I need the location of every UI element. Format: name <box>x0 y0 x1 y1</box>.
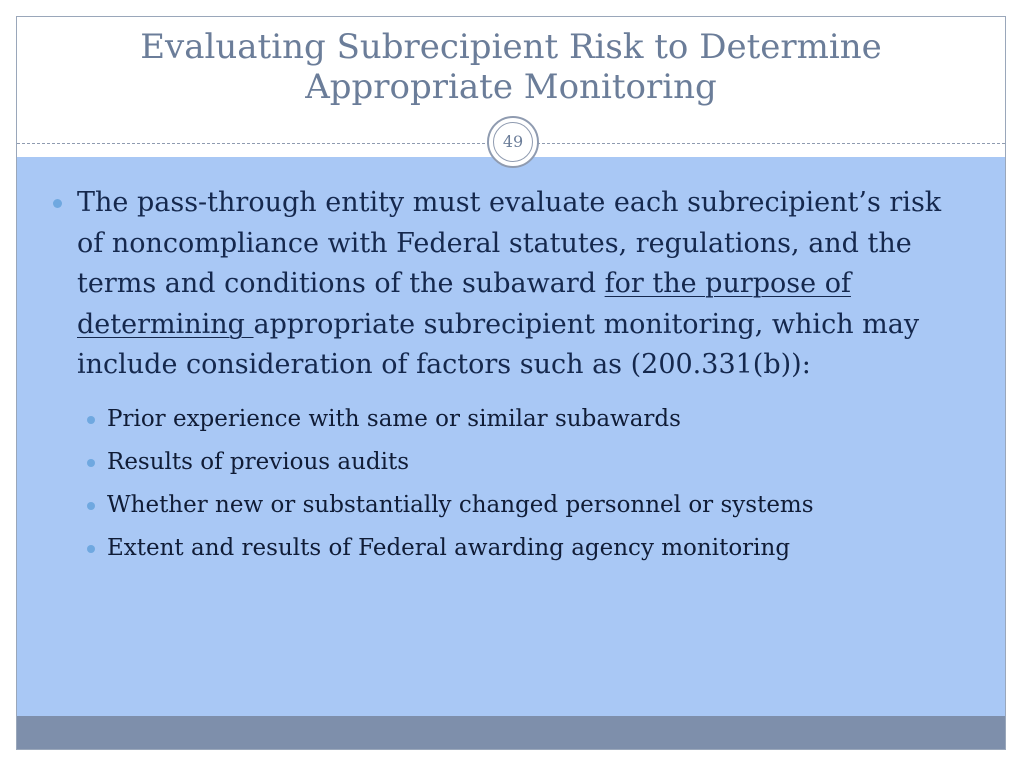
main-bullet-text-before: The pass-through entity must evaluate each subrecipient’s risk of noncompliance with Federal statutes, regulations, and the terms and conditions of the subaward <box>77 187 942 299</box>
sub-bullet: Whether new or substantially changed personnel or systems <box>53 484 965 527</box>
main-bullet-underlined-text: for the purpose of determining <box>77 268 851 340</box>
bullet-list <box>53 183 965 386</box>
sub-bullet: Prior experience with same or similar subawards <box>53 398 965 441</box>
page-number-badge <box>487 116 539 168</box>
footer-bar <box>17 716 1005 750</box>
content-area <box>17 157 1005 716</box>
main-bullet-text-after: appropriate subrecipient monitoring, which may include consideration of factors such as (200.331(b)): <box>77 308 920 380</box>
sub-bullet: Extent and results of Federal awarding agency monitoring <box>53 527 965 570</box>
sub-bullet: Results of previous audits <box>53 441 965 484</box>
page-number: 49 <box>493 122 533 162</box>
slide-title: Evaluating Subrecipient Risk to Determine Appropriate Monitoring <box>140 27 882 107</box>
main-bullet <box>53 183 965 386</box>
sub-bullet-list <box>53 398 965 570</box>
slide <box>16 16 1006 750</box>
